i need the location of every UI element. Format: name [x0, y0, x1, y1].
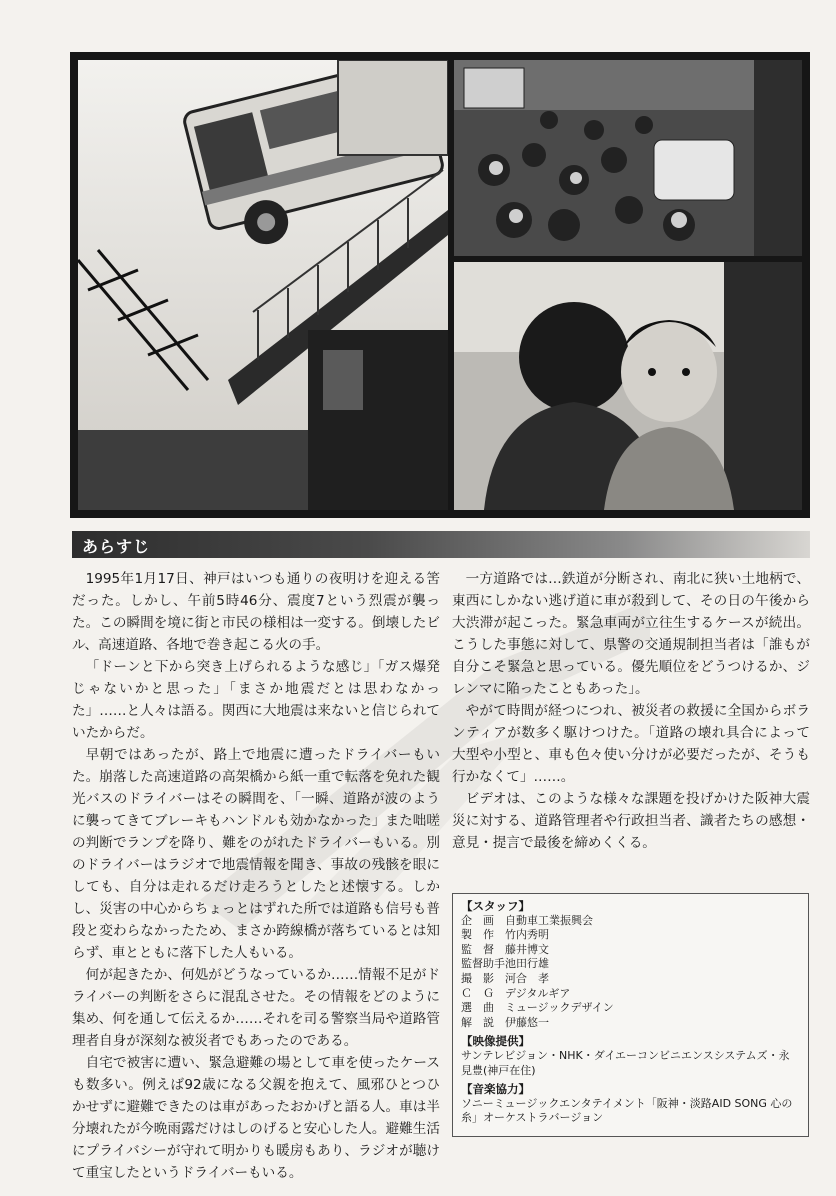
staff-role: 解 説: [461, 1015, 494, 1029]
staff-name: 自動車工業振興会: [505, 913, 593, 927]
children-photo: [454, 262, 802, 510]
staff-row: [461, 928, 808, 943]
photo-collage: [70, 52, 810, 518]
staff-name: ミュージックデザイン: [505, 1001, 614, 1015]
staff-role: 選 曲: [461, 1001, 494, 1015]
paragraph: ビデオは、このような様々な課題を投げかけた阪神大震災に対する、道路管理者や行政担当者、識者たちの感想・意見・提言で最後を締めくくる。: [452, 791, 810, 851]
credits-box: [452, 893, 809, 1137]
section-header-bar: [72, 531, 810, 558]
staff-name: デジタルギア: [505, 986, 571, 1000]
staff-role: Ｃ Ｇ: [461, 986, 494, 1000]
paragraph: 自宅で被害に遭い、緊急避難の場として車を使ったケースも数多い。例えば92歳になる父親を抱えて、風邪ひとつひかせずに避難できたのは車があったおかげと語る人。車は半分壊れたが今晩雨露だけはしのげると安心した人。避難生活にプライバシーが守れて明かりも暖房もあり、ラジオが聴けて重宝したというドライバーもいる。: [72, 1055, 440, 1181]
section-title: あらすじ: [82, 537, 151, 556]
staff-name: 竹内秀明: [505, 928, 549, 942]
staff-role: 企 画: [461, 913, 494, 927]
staff-role: 監督助手: [461, 957, 505, 971]
music-heading: 【音楽協力】: [461, 1082, 530, 1097]
synopsis-left-column: [72, 568, 440, 1184]
paragraph: 何が起きたか、何処がどうなっているか……情報不足がドライバーの判断をさらに混乱させた。その情報をどのように集め、何を通して伝えるか……それを司る警察当局や道路管理者自身が深刻な被災者でもあったのである。: [72, 967, 440, 1049]
staff-row: [461, 1016, 808, 1031]
staff-row: [461, 957, 808, 972]
paragraph: やがて時間が経つにつれ、被災者の救援に全国からボランティアが数多く駆けつけた。「道路の壊れ具合によって大型や小型と、車も色々使い分けが必要だったが、そうも行かなくて」……。: [452, 703, 810, 785]
staff-name: 藤井博文: [505, 942, 549, 956]
staff-name: 伊藤悠一: [505, 1015, 549, 1029]
staff-role: 撮 影: [461, 971, 494, 985]
footage-text: サンテレビジョン・NHK・ダイエーコンビニエンスシステムズ・永見豊(神戸在住): [461, 1048, 790, 1077]
staff-row: [461, 914, 808, 929]
bus-photo: [78, 60, 448, 510]
traffic-photo: [454, 60, 802, 256]
paragraph: 一方道路では…鉄道が分断され、南北に狭い土地柄で、東西にしかない逃げ道に車が殺到して、その日の午後から大渋滞が起こった。緊急車両が立往生するケースが続出。こうした事態に対して、県警の交通規制担当者は「誰もが自分こそ緊急と思っている。優先順位をどうつけるか、ジレンマに陥ったこともあった」。: [452, 571, 810, 697]
footage-heading: 【映像提供】: [461, 1034, 530, 1049]
paragraph: 1995年1月17日、神戸はいつも通りの夜明けを迎える筈だった。しかし、午前5時46分、震度7という烈震が襲った。この瞬間を境に街と市民の様相は一変する。倒壊したビル、高速道路、各地で巻き起こる火の手。: [72, 571, 440, 653]
music-text: ソニーミュージックエンタテイメント「阪神・淡路AID SONG 心の糸」オーケストラバージョン: [461, 1096, 793, 1125]
staff-name: 河合 孝: [505, 971, 549, 985]
staff-row: [461, 987, 808, 1002]
paragraph: 早朝ではあったが、路上で地震に遭ったドライバーもいた。崩落した高速道路の高架橋から紙一重で転落を免れた観光バスのドライバーはその瞬間を、「一瞬、道路が波のように襲ってきてブレーキもハンドルも効かなかった」また咄嗟の判断でランプを降り、難をのがれたドライバーもいる。別のドライバーはラジオで地震情報を聞き、事故の残骸を眼にしても、自分は走れるだけ走ろうとしたと述懐する。しかし、災害の中心からちょっとはずれた所では道路も信号も普段と変わらなかったため、まさか跨線橋が落ちているとは知らず、車とともに落下した人もいる。: [72, 747, 440, 961]
staff-name: 池田行雄: [505, 957, 549, 971]
staff-row: [461, 943, 808, 958]
staff-role: 監 督: [461, 942, 494, 956]
staff-row: [461, 1001, 808, 1016]
staff-heading: 【スタッフ】: [461, 899, 530, 913]
paragraph: 「ドーンと下から突き上げられるような感じ」「ガス爆発じゃないかと思った」「まさか地震だとは思わなかった」……と人々は語る。関西に大地震は来ないと信じられていたからだ。: [72, 659, 440, 741]
synopsis-right-column: [452, 568, 810, 854]
staff-row: [461, 972, 808, 987]
staff-role: 製 作: [461, 928, 494, 942]
